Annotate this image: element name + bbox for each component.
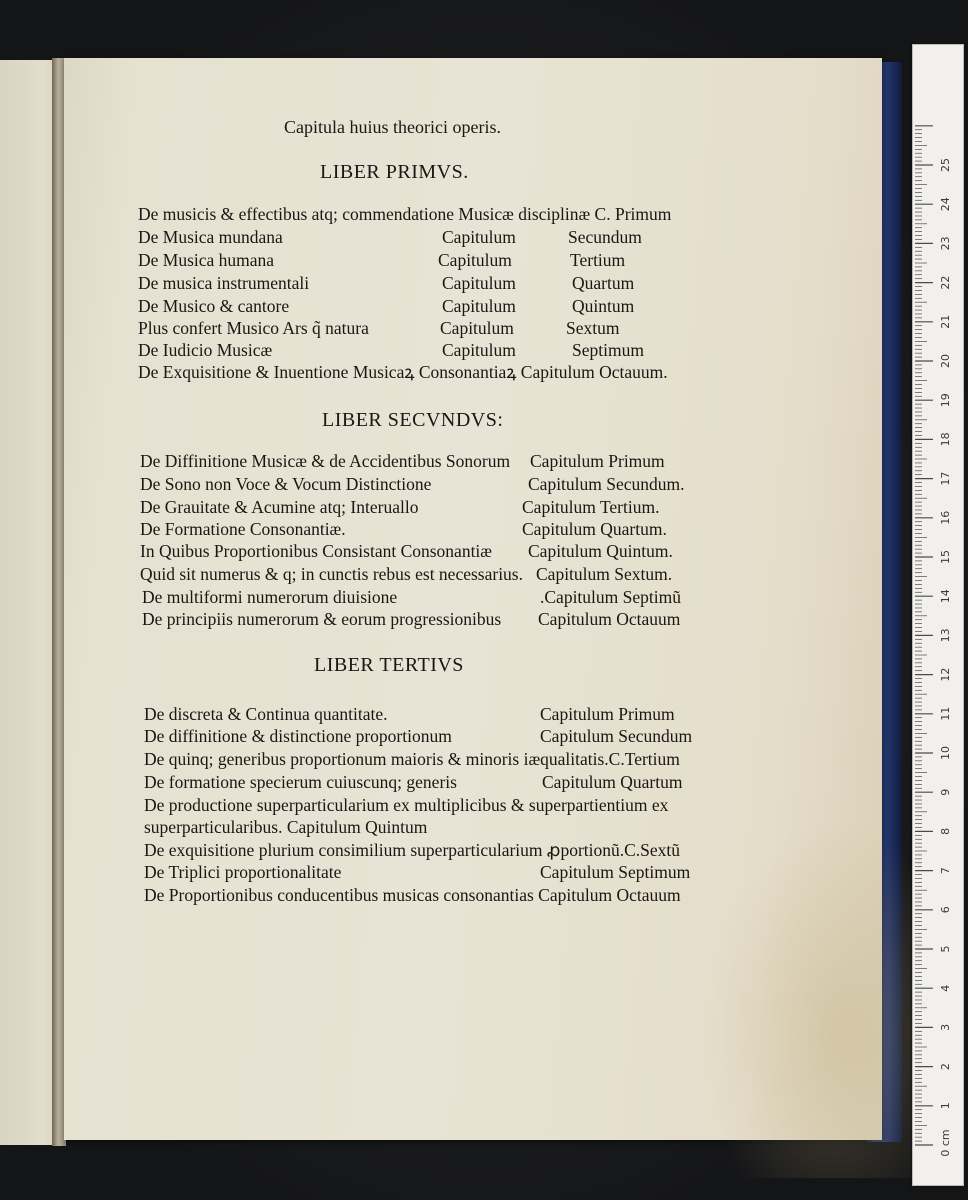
ruler-label-17: 17 [939,471,952,486]
book2-chap-8: Capitulum Octauum [538,609,681,629]
book2-chap-1: Capitulum Primum [530,451,665,471]
book2-chap-5: Capitulum Quintum. [528,541,673,561]
manuscript-page [64,58,882,1140]
ruler-label-2: 2 [939,1063,952,1071]
page-title: Capitula huius theorici operis. [284,117,501,137]
ruler-label-25: 25 [939,158,952,172]
ruler-label-12: 12 [939,667,952,682]
book3-line-9: De Proportionibus conducentibus musicas consonantias Capitulum Octauum [144,885,681,905]
ruler-label-19: 19 [939,393,952,408]
ruler-scale [913,45,963,1185]
book1-cap-6: Capitulum [440,318,514,338]
book3-line-3: De quinq; generibus proportionum maioris & minoris iæqualitatis.C.Tertium [144,749,680,769]
ruler-label-13: 13 [939,628,952,643]
book2-line-7: De multiformi numerorum diuisione [142,587,398,607]
ruler-label-20: 20 [939,354,952,368]
book1-ord-4: Quartum [572,273,635,293]
book1-line-8: De Exquisitione & Inuentione Musicaꝝ Consonantiaꝝ Capitulum Octauum. [138,362,668,382]
book2-line-3: De Grauitate & Acumine atq; Interuallo [140,497,419,517]
book1-ord-6: Sextum [566,318,620,338]
book3-chap-1: Capitulum Primum [540,704,675,724]
ruler-label-15: 15 [939,550,952,564]
book2-heading: LIBER SECVNDVS: [322,409,504,431]
ruler-label-24: 24 [939,197,952,212]
ruler-label-10: 10 [939,746,952,760]
book2-line-4: De Formatione Consonantiæ. [140,519,346,539]
book2-line-6: Quid sit numerus & q; in cunctis rebus est necessarius. [140,564,523,584]
book1-line-4: De musica instrumentali [138,273,310,293]
ruler-label-7: 7 [939,867,952,875]
book2-chap-4: Capitulum Quartum. [522,519,667,539]
book2-chap-2: Capitulum Secundum. [528,474,685,494]
book3-line-2: De diffinitione & distinctione proportionum [144,726,452,746]
ruler-label-23: 23 [939,236,952,251]
book1-line-7: De Iudicio Musicæ [138,340,273,360]
ruler-label-5: 5 [939,945,952,953]
ruler-label-18: 18 [939,432,952,447]
book3-line-4: De formatione specierum cuiuscunq; generis [144,772,457,792]
ruler-label-0: 0 cm [939,1129,952,1157]
book1-line-6: Plus confert Musico Ars q̃ natura [138,318,369,338]
book1-cap-7: Capitulum [442,340,516,360]
book1-ord-3: Tertium [570,250,626,270]
book1-line-5: De Musico & cantore [138,296,290,316]
ruler-label-6: 6 [939,906,952,914]
book3-chap-4: Capitulum Quartum [542,772,683,792]
ruler-label-4: 4 [939,984,952,992]
book3-line-8: De Triplici proportionalitate [144,862,342,882]
ruler-label-3: 3 [939,1023,952,1031]
book3-line-7: De exquisitione plurium consimilium superparticularium ꝓportionũ.C.Sextũ [144,840,681,860]
book2-line-8: De principiis numerorum & eorum progressionibus [142,609,502,629]
book3-heading: LIBER TERTIVS [314,654,464,676]
ruler-label-11: 11 [939,706,952,721]
book1-line-3: De Musica humana [138,250,275,270]
book2-line-5: In Quibus Proportionibus Consistant Consonantiæ [140,541,492,561]
book3-line-6: superparticularibus. Capitulum Quintum [144,817,428,837]
ruler-label-16: 16 [939,510,952,525]
page-stain [704,818,924,1178]
book1-ord-7: Septimum [572,340,644,360]
book1-cap-5: Capitulum [442,296,516,316]
book1-ord-5: Quintum [572,296,635,316]
ruler-label-14: 14 [939,589,952,604]
book2-chap-3: Capitulum Tertium. [522,497,660,517]
book1-heading: LIBER PRIMVS. [320,161,469,183]
book3-line-1: De discreta & Continua quantitate. [144,704,388,724]
measuring-ruler [912,44,964,1186]
ruler-label-22: 22 [939,275,952,290]
book2-chap-6: Capitulum Sextum. [536,564,673,584]
book1-cap-4: Capitulum [442,273,516,293]
ruler-label-1: 1 [939,1102,952,1110]
book1-cap-3: Capitulum [438,250,512,270]
book2-line-2: De Sono non Voce & Vocum Distinctione [140,474,432,494]
book1-ord-2: Secundum [568,227,642,247]
book3-chap-8: Capitulum Septimum [540,862,691,882]
ruler-label-21: 21 [939,314,952,329]
ruler-label-8: 8 [939,827,952,835]
book1-line-1: De musicis & effectibus atq; commendatione Musicæ disciplinæ C. Primum [138,204,672,224]
book1-line-2: De Musica mundana [138,227,283,247]
book2-line-1: De Diffinitione Musicæ & de Accidentibus Sonorum [140,451,511,471]
book3-line-5: De productione superparticularium ex multiplicibus & superpartientium ex [144,795,669,815]
book1-cap-2: Capitulum [442,227,516,247]
book3-chap-2: Capitulum Secundum [540,726,693,746]
book2-chap-7: .Capitulum Septimũ [540,587,681,607]
ruler-label-9: 9 [939,788,952,796]
